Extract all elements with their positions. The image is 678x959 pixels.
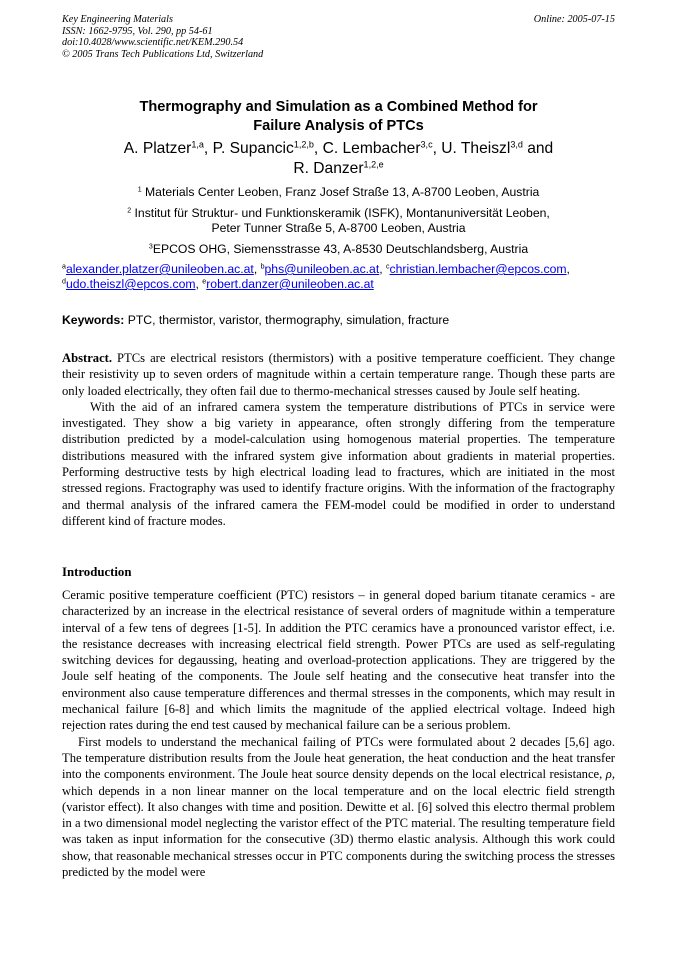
online-date: Online: 2005-07-15 bbox=[533, 14, 615, 25]
introduction-paragraph-2 bbox=[62, 734, 615, 881]
email-line-2 bbox=[62, 277, 615, 292]
affiliation-text: EPCOS OHG, Siemensstrasse 43, A-8530 Deutschlandsberg, Austria bbox=[152, 242, 529, 256]
email-mark: a bbox=[62, 263, 66, 271]
email-separator: , bbox=[253, 262, 261, 276]
author-line-1 bbox=[62, 139, 615, 159]
email-separator: , bbox=[195, 277, 203, 291]
author-affiliation-mark: 3,d bbox=[510, 139, 523, 150]
email-link[interactable]: phs@unileoben.ac.at bbox=[264, 262, 380, 276]
email-separator: , bbox=[379, 262, 387, 276]
affiliation-3 bbox=[62, 242, 615, 257]
email-link[interactable]: udo.theiszl@epcos.com bbox=[65, 277, 196, 291]
email-line-1 bbox=[62, 262, 615, 277]
email-mark: b bbox=[260, 263, 265, 271]
email-mark: e bbox=[202, 278, 207, 286]
journal-doi: doi:10.4028/www.scientific.net/KEM.290.54 bbox=[62, 37, 244, 49]
author-separator: , bbox=[432, 140, 442, 157]
rho-symbol: ρ bbox=[605, 767, 612, 782]
paragraph-text: First models to understand the mechanical failing of PTCs were formulated about 2 decades [5,6] ago. The temperature distribution results from the Joule heat generation, the heat conduction and the heat transfer into the components environment. The Joule heat source density depends on the local electrical resistance, bbox=[62, 734, 615, 782]
journal-copyright: © 2005 Trans Tech Publications Ltd, Switzerland bbox=[62, 48, 264, 60]
author-line-2 bbox=[62, 159, 615, 179]
abstract-text: PTCs are electrical resistors (thermistors) with a positive temperature coefficient. They change their resistivity up to seven orders of magnitude within a certain temperature range. Though these parts are only loaded electrically, they often fail due to thermo-mechanical stresses caused by Joule self heating. bbox=[62, 351, 615, 398]
abstract-paragraph-1 bbox=[62, 350, 615, 399]
keywords-label: Keywords: bbox=[62, 313, 125, 327]
author-affiliation-mark: 1,2,e bbox=[363, 159, 384, 170]
keywords-text: PTC, thermistor, varistor, thermography, simulation, fracture bbox=[127, 313, 450, 327]
paragraph-text: , which depends in a non linear manner on the local temperature and on the local electric field strength (varistor effect). It also changes with time and position. Dewitte et al. [6] solved this electro thermal problem in a two dimensional model neglecting the varistor effect of the PTC material. The resulting temperature field was taken as input information for the consecutive (3D) thermo elastic analysis. Although this work could show, that reasonable mechanical stresses occur in PTC components during the switching process the stresses predicted by the model were bbox=[62, 767, 615, 880]
affiliation-text: Materials Center Leoben, Franz Josef Straße 13, A-8700 Leoben, Austria bbox=[145, 185, 540, 199]
author-affiliation-mark: 3,c bbox=[420, 139, 433, 150]
affiliation-text: Institut für Struktur- und Funktionskeramik (ISFK), Montanuniversität Leoben, bbox=[134, 206, 550, 220]
email-list bbox=[62, 262, 615, 292]
paper-title bbox=[62, 98, 615, 136]
author-name: P. Supancic bbox=[212, 140, 294, 157]
affiliation-1 bbox=[62, 185, 615, 200]
author-name: U. Theiszl bbox=[441, 140, 511, 157]
title-line-1: Thermography and Simulation as a Combined Method for bbox=[139, 99, 538, 115]
author-name: R. Danzer bbox=[293, 160, 364, 177]
affiliation-line bbox=[62, 206, 615, 221]
email-separator: , bbox=[566, 262, 570, 276]
email-mark: c bbox=[386, 263, 390, 271]
journal-issn: ISSN: 1662-9795, Vol. 290, pp 54-61 bbox=[62, 25, 213, 37]
email-link[interactable]: robert.danzer@unileoben.ac.at bbox=[206, 277, 374, 291]
affiliation-number: 2 bbox=[127, 207, 132, 215]
author-name: A. Platzer bbox=[123, 140, 192, 157]
author-separator: and bbox=[522, 140, 554, 157]
introduction-body bbox=[62, 587, 615, 880]
author-affiliation-mark: 1,2,b bbox=[293, 139, 314, 150]
introduction-paragraph-1: Ceramic positive temperature coefficient (PTC) resistors – in general doped barium titanate ceramics - are characterized by an increase in the electrical resistance of several orders of magnitude within a temperature interval of a few tens of degrees [1-5]. In addition the PTC ceramics have a pronounced varistor effect, i.e. the resistance decreases with increasing electrical field strength. Power PTCs are used as self-regulating switching devices for degaussing, heating and overload-protection applications. They are triggered by the Joule self heating of the components. The Joule self heating and the consecutive heat transfer into the environment also cause temperature differences and thermal stresses in the components, which may result in mechanical failure [6-8] and which limits the magnitude of the applied electrical voltage. Indeed high rejection rates during the end test caused by mechanical failure can be a serious problem. bbox=[62, 588, 615, 733]
journal-header bbox=[62, 14, 615, 60]
title-line-2: Failure Analysis of PTCs bbox=[253, 118, 424, 134]
author-name: C. Lembacher bbox=[322, 140, 421, 157]
section-heading-introduction: Introduction bbox=[62, 565, 132, 579]
email-link[interactable]: christian.lembacher@epcos.com bbox=[389, 262, 567, 276]
author-separator: , bbox=[313, 140, 323, 157]
journal-name: Key Engineering Materials bbox=[62, 14, 173, 25]
email-link[interactable]: alexander.platzer@unileoben.ac.at bbox=[65, 262, 254, 276]
email-mark: d bbox=[62, 278, 66, 286]
abstract-label: Abstract. bbox=[62, 351, 113, 365]
author-separator: , bbox=[203, 140, 213, 157]
affiliation-line: Peter Tunner Straße 5, A-8700 Leoben, Austria bbox=[211, 221, 466, 235]
affiliation-number: 1 bbox=[137, 186, 142, 194]
keywords bbox=[62, 313, 615, 328]
abstract bbox=[62, 350, 615, 529]
affiliation-2 bbox=[62, 206, 615, 236]
abstract-paragraph-2: With the aid of an infrared camera system the temperature distributions of PTCs in service were investigated. They show a big variety in appearance, often strongly differing from the temperature distribution predicted by a model-calculation using homogenous material properties. The temperature distributions measured with the infrared system give information about gradients in material properties. Performing destructive tests by high electrical loading lead to fractures, which are initiated in the most stressed regions. Fractography was used to identify fracture origins. With the information of the fractography and thermal analysis of the infrared camera the FEM-model could be modified in order to understand different kind of fracture modes. bbox=[62, 399, 615, 528]
author-list bbox=[62, 139, 615, 179]
author-affiliation-mark: 1,a bbox=[191, 139, 204, 150]
affiliation-number: 3 bbox=[148, 243, 153, 251]
